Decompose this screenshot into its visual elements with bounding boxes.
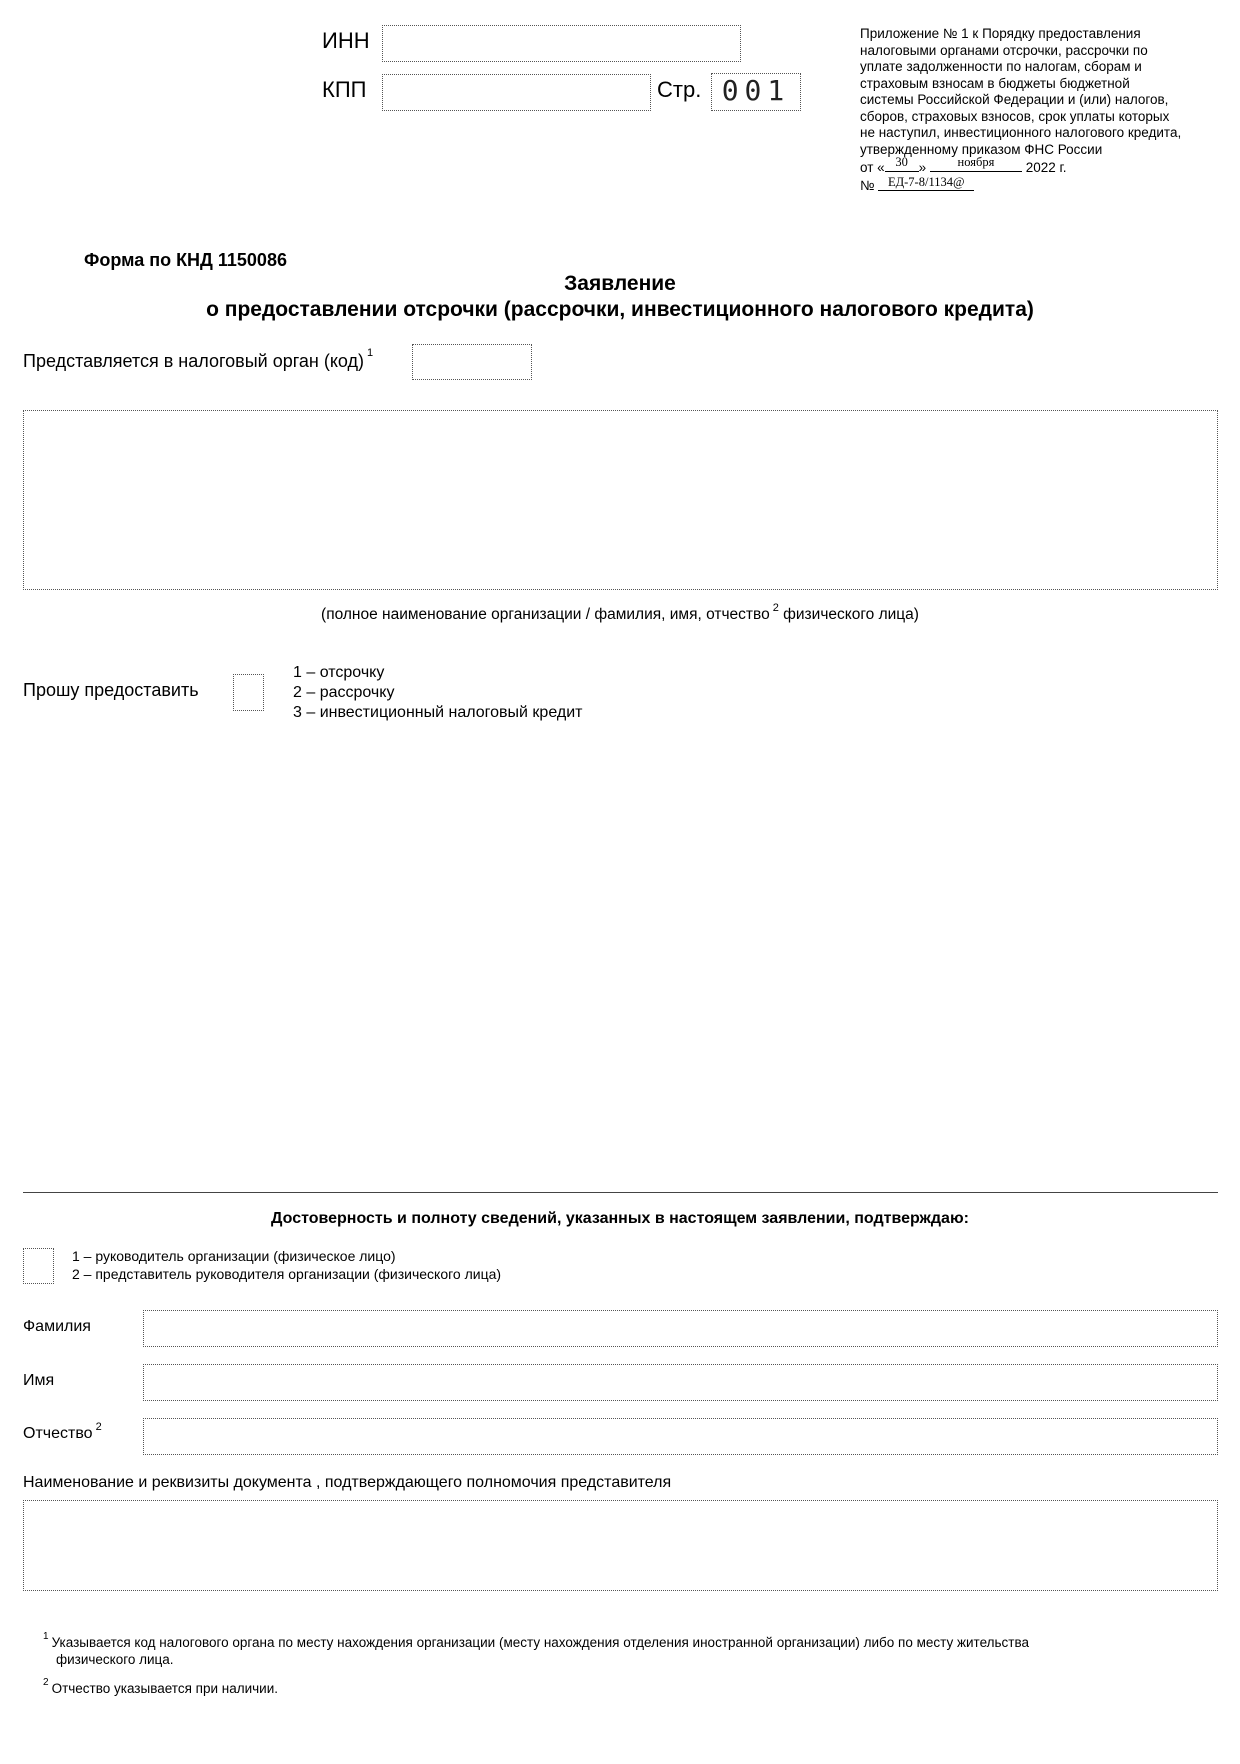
name-label: Имя (23, 1372, 55, 1389)
inn-field[interactable] (382, 25, 741, 62)
appendix-line: Приложение № 1 к Порядку предоставления (860, 26, 1141, 41)
date-mid: » (918, 160, 927, 175)
kpp-field[interactable] (382, 74, 651, 111)
form-subtitle: о предоставлении отсрочки (рассрочки, инвестиционного налогового кредита) (206, 298, 1034, 321)
signer-option: 1 – руководитель организации (физическое лицо) (72, 1248, 396, 1264)
tax-organ-label (23, 347, 374, 372)
patronymic-label-text: Отчество (23, 1425, 93, 1442)
appendix-line: уплате задолженности по налогам, сборам и (860, 59, 1142, 74)
footnote-ref: 2 (95, 1421, 102, 1433)
surname-label: Фамилия (23, 1318, 91, 1335)
page-label: Стр. (657, 77, 702, 102)
form-title: Заявление (564, 272, 676, 295)
name-field[interactable] (143, 1364, 1218, 1401)
request-option: 3 – инвестиционный налоговый кредит (293, 704, 583, 721)
appendix-line: сборов, страховых взносов, срок уплаты которых (860, 108, 1170, 124)
section-divider (23, 1192, 1218, 1193)
signer-options (72, 1247, 501, 1283)
footnote-1 (43, 1631, 1193, 1668)
kpp-label: КПП (322, 77, 367, 102)
authority-doc-label: Наименование и реквизиты документа , подтверждающего полномочия представителя (23, 1474, 672, 1491)
order-number: ЕД-7-8/1134@ (878, 174, 974, 192)
date-day: 30 (885, 154, 919, 172)
authority-doc-field[interactable] (23, 1500, 1218, 1591)
signer-option: 2 – представитель руководителя организации (физического лица) (72, 1266, 502, 1282)
footnote-ref: 1 (367, 347, 374, 359)
footnote-text: Отчество указывается при наличии. (51, 1681, 278, 1696)
appendix-line: системы Российской Федерации и (или) налогов, (860, 92, 1169, 107)
patronymic-label (23, 1421, 102, 1443)
caption-text: физического лица) (783, 606, 919, 623)
request-options (293, 663, 582, 723)
confirm-heading: Достоверность и полноту сведений, указанных в настоящем заявлении, подтверждаю: (271, 1210, 969, 1227)
inn-label: ИНН (322, 28, 370, 53)
appendix-line: не наступил, инвестиционного налогового кредита, (860, 125, 1182, 140)
footnote-number: 1 (43, 1631, 49, 1642)
number-prefix: № (860, 177, 875, 193)
appendix-line: страховым взносам в бюджеты бюджетной (860, 75, 1130, 91)
patronymic-field[interactable] (143, 1418, 1218, 1455)
appendix-note (860, 26, 1230, 195)
page-number-field[interactable]: 001 (711, 73, 801, 111)
organization-name-field[interactable] (23, 410, 1218, 590)
tax-organ-label-text: Представляется в налоговый орган (код) (23, 351, 365, 371)
footnote-text: Указывается код налогового органа по месту нахождения организации (месту нахождения отделения иностранной организации) либо по месту жительства (51, 1635, 1030, 1650)
request-type-field[interactable] (233, 674, 264, 711)
footnote-text: физического лица. (56, 1652, 174, 1667)
date-month: ноября (930, 154, 1022, 172)
footnote-2 (43, 1677, 1193, 1697)
footnote-number: 2 (43, 1677, 49, 1688)
date-year: 2022 г. (1025, 160, 1067, 175)
appendix-line: налоговыми органами отсрочки, рассрочки по (860, 42, 1148, 58)
request-option: 2 – рассрочку (293, 684, 395, 701)
caption-text: (полное наименование организации / фамилия, имя, отчество (321, 606, 770, 623)
appendix-number (860, 174, 1230, 196)
knd-code: Форма по КНД 1150086 (84, 250, 287, 270)
request-option: 1 – отсрочку (293, 664, 385, 681)
request-label: Прошу предоставить (23, 680, 199, 700)
appendix-line: утвержденному приказом ФНС России (860, 141, 1103, 157)
footnote-ref: 2 (772, 602, 779, 614)
organization-name-caption (0, 602, 1240, 624)
surname-field[interactable] (143, 1310, 1218, 1347)
tax-organ-code-field[interactable] (412, 344, 532, 380)
signer-type-field[interactable] (23, 1248, 54, 1284)
date-prefix: от « (860, 160, 885, 175)
